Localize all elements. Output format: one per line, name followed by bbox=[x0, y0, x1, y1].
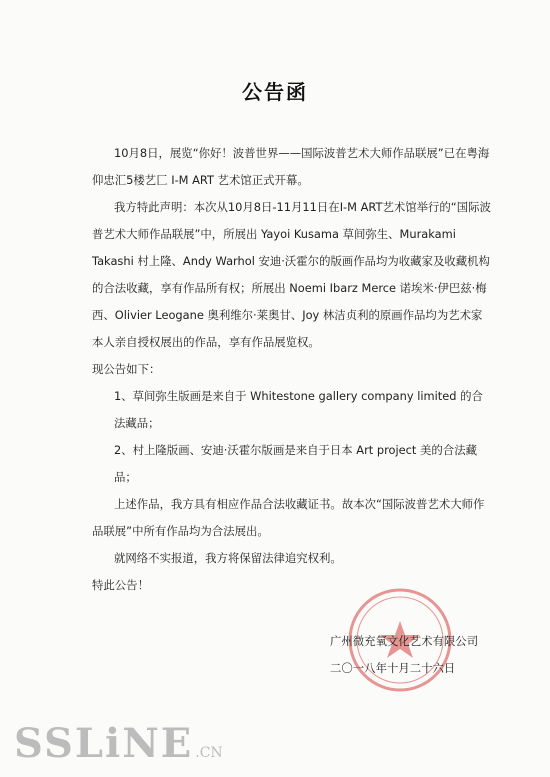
watermark-brand: SSLiNE bbox=[14, 720, 194, 767]
signature-block bbox=[330, 628, 500, 682]
issue-date: 二〇一八年十月二十六日 bbox=[330, 661, 456, 675]
list-item-1: 1、草间弥生版画是来自于 Whitestone gallery company limited 的合法藏品； bbox=[114, 389, 483, 430]
list-item-2: 2、村上隆版画、安迪·沃霍尔版画是来自于日本 Art project 美的合法藏品； bbox=[114, 443, 477, 484]
paragraph-statement: 我方特此声明：本次从10月8日-11月11日在I-M ART艺术馆举行的“国际波普艺术大师作品联展”中，所展出 Yayoi Kusama 草间弥生、Murakami Takashi 村上隆、Andy Warhol 安迪·沃霍尔的版画作品均为收藏家及收藏机构的合法收藏，享有作品所有权；所展出 Noemi Ibarz Merce 诺埃米·伊巴兹·梅西、Olivier Leogane 奥利维尔·莱奥甘、Joy 林洁贞利的原画作品均为艺术家本人亲自授权展出的作品，享有作品展览权。 bbox=[92, 200, 491, 349]
document-title: 公告函 bbox=[242, 80, 308, 104]
brand-watermark bbox=[14, 720, 223, 767]
paragraph-notice-heading: 现公告如下： bbox=[92, 362, 161, 376]
document-body bbox=[92, 140, 492, 599]
watermark-suffix: .CN bbox=[195, 745, 223, 761]
paragraph-legal: 就网络不实报道，我方将保留法律追究权利。 bbox=[114, 551, 342, 565]
paragraph-opening: 10月8日，展览“你好！波普世界——国际波普艺术大师作品联展”已在粤海仰忠汇5楼艺匚 I-M ART 艺术馆正式开幕。 bbox=[92, 146, 490, 187]
paragraph-closing: 特此公告！ bbox=[92, 578, 149, 592]
paragraph-certificate: 上述作品，我方具有相应作品合法收藏证书。故本次“国际波普艺术大师作品联展”中所有作品均为合法展出。 bbox=[92, 497, 485, 538]
company-name: 广州微充氧文化艺术有限公司 bbox=[330, 634, 479, 648]
